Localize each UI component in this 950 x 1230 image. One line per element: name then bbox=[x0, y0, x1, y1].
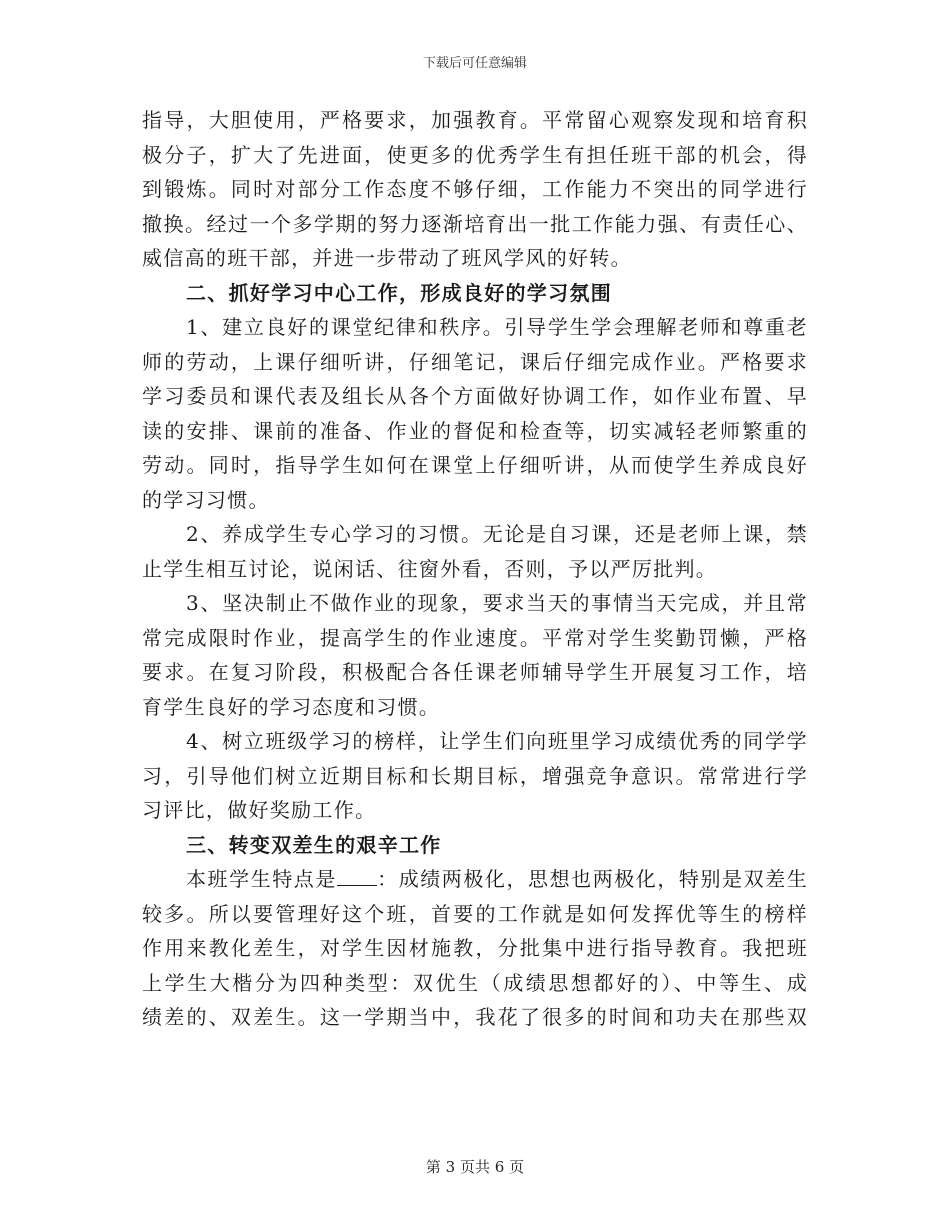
text-line: 指导，大胆使用，严格要求，加强教育。平常留心观察发现和培育积 bbox=[142, 108, 808, 132]
page-header: 下载后可任意编辑 bbox=[422, 56, 527, 71]
text-segment: ：成绩两极化，思想也两极化，特别是双差生 bbox=[376, 867, 808, 891]
text-line: 习评比，做好奖励工作。 bbox=[142, 798, 377, 822]
text-line: 撤换。经过一个多学期的努力逐渐培育出一批工作能力强、有责任心、 bbox=[142, 211, 808, 236]
text-line: 较多。所以要管理好这个班，首要的工作就是如何发挥优等生的榜样 bbox=[142, 901, 808, 926]
text-line: 劳动。同时，指导学生如何在课堂上仔细听讲，从而使学生养成良好 bbox=[142, 453, 808, 477]
text-line: 常完成限时作业，提高学生的作业速度。平常对学生奖勤罚懒，严格 bbox=[142, 625, 808, 650]
text-line: 威信高的班干部，并进一步带动了班风学风的好转。 bbox=[142, 246, 632, 270]
text-line: 极分子，扩大了先进面，使更多的优秀学生有担任班干部的机会，得 bbox=[142, 142, 808, 167]
text-line: 止学生相互讨论，说闲话、往窗外看，否则，予以严厉批判。 bbox=[142, 556, 718, 581]
page-footer: 第 3 页共 6 页 bbox=[425, 1158, 525, 1176]
fill-in-blank bbox=[337, 867, 377, 886]
text-line: 到锻炼。同时对部分工作态度不够仔细，工作能力不突出的同学进行 bbox=[142, 177, 808, 201]
text-line: 师的劳动，上课仔细听讲，仔细笔记，课后仔细完成作业。严格要求 bbox=[142, 349, 808, 374]
text-line: 习，引导他们树立近期目标和长期目标，增强竞争意识。常常进行学 bbox=[142, 763, 808, 788]
section-heading-2: 二、抓好学习中心工作，形成良好的学习氛围 bbox=[186, 280, 612, 305]
text-line: 1、建立良好的课堂纪律和秩序。引导学生学会理解老师和尊重老 bbox=[186, 315, 808, 339]
text-line: 上学生大楷分为四种类型：双优生（成绩思想都好的）、中等生、成 bbox=[142, 970, 808, 995]
text-line: 作用来教化差生，对学生因材施教，分批集中进行指导教育。我把班 bbox=[142, 936, 808, 960]
text-line: 2、养成学生专心学习的习惯。无论是自习课，还是老师上课，禁 bbox=[186, 522, 808, 546]
text-line: 绩差的、双差生。这一学期当中，我花了很多的时间和功夫在那些双 bbox=[142, 1005, 808, 1029]
text-line: 学习委员和课代表及组长从各个方面做好协调工作，如作业布置、早 bbox=[142, 384, 808, 408]
section-heading-3: 三、转变双差生的艰辛工作 bbox=[186, 832, 442, 857]
text-line: 读的安排、课前的准备、作业的督促和检查等，切实减轻老师繁重的 bbox=[142, 418, 808, 443]
text-line: 的学习习惯。 bbox=[142, 487, 270, 512]
text-segment: 本班学生特点是 bbox=[186, 867, 337, 891]
text-line: 要求。在复习阶段，积极配合各任课老师辅导学生开展复习工作，培 bbox=[142, 660, 808, 684]
text-line: 4、树立班级学习的榜样，让学生们向班里学习成绩优秀的同学学 bbox=[186, 729, 808, 753]
text-line bbox=[142, 862, 808, 897]
document-body bbox=[142, 103, 808, 1035]
text-line: 育学生良好的学习态度和习惯。 bbox=[142, 694, 441, 719]
text-line: 3、坚决制止不做作业的现象，要求当天的事情当天完成，并且常 bbox=[186, 591, 808, 615]
